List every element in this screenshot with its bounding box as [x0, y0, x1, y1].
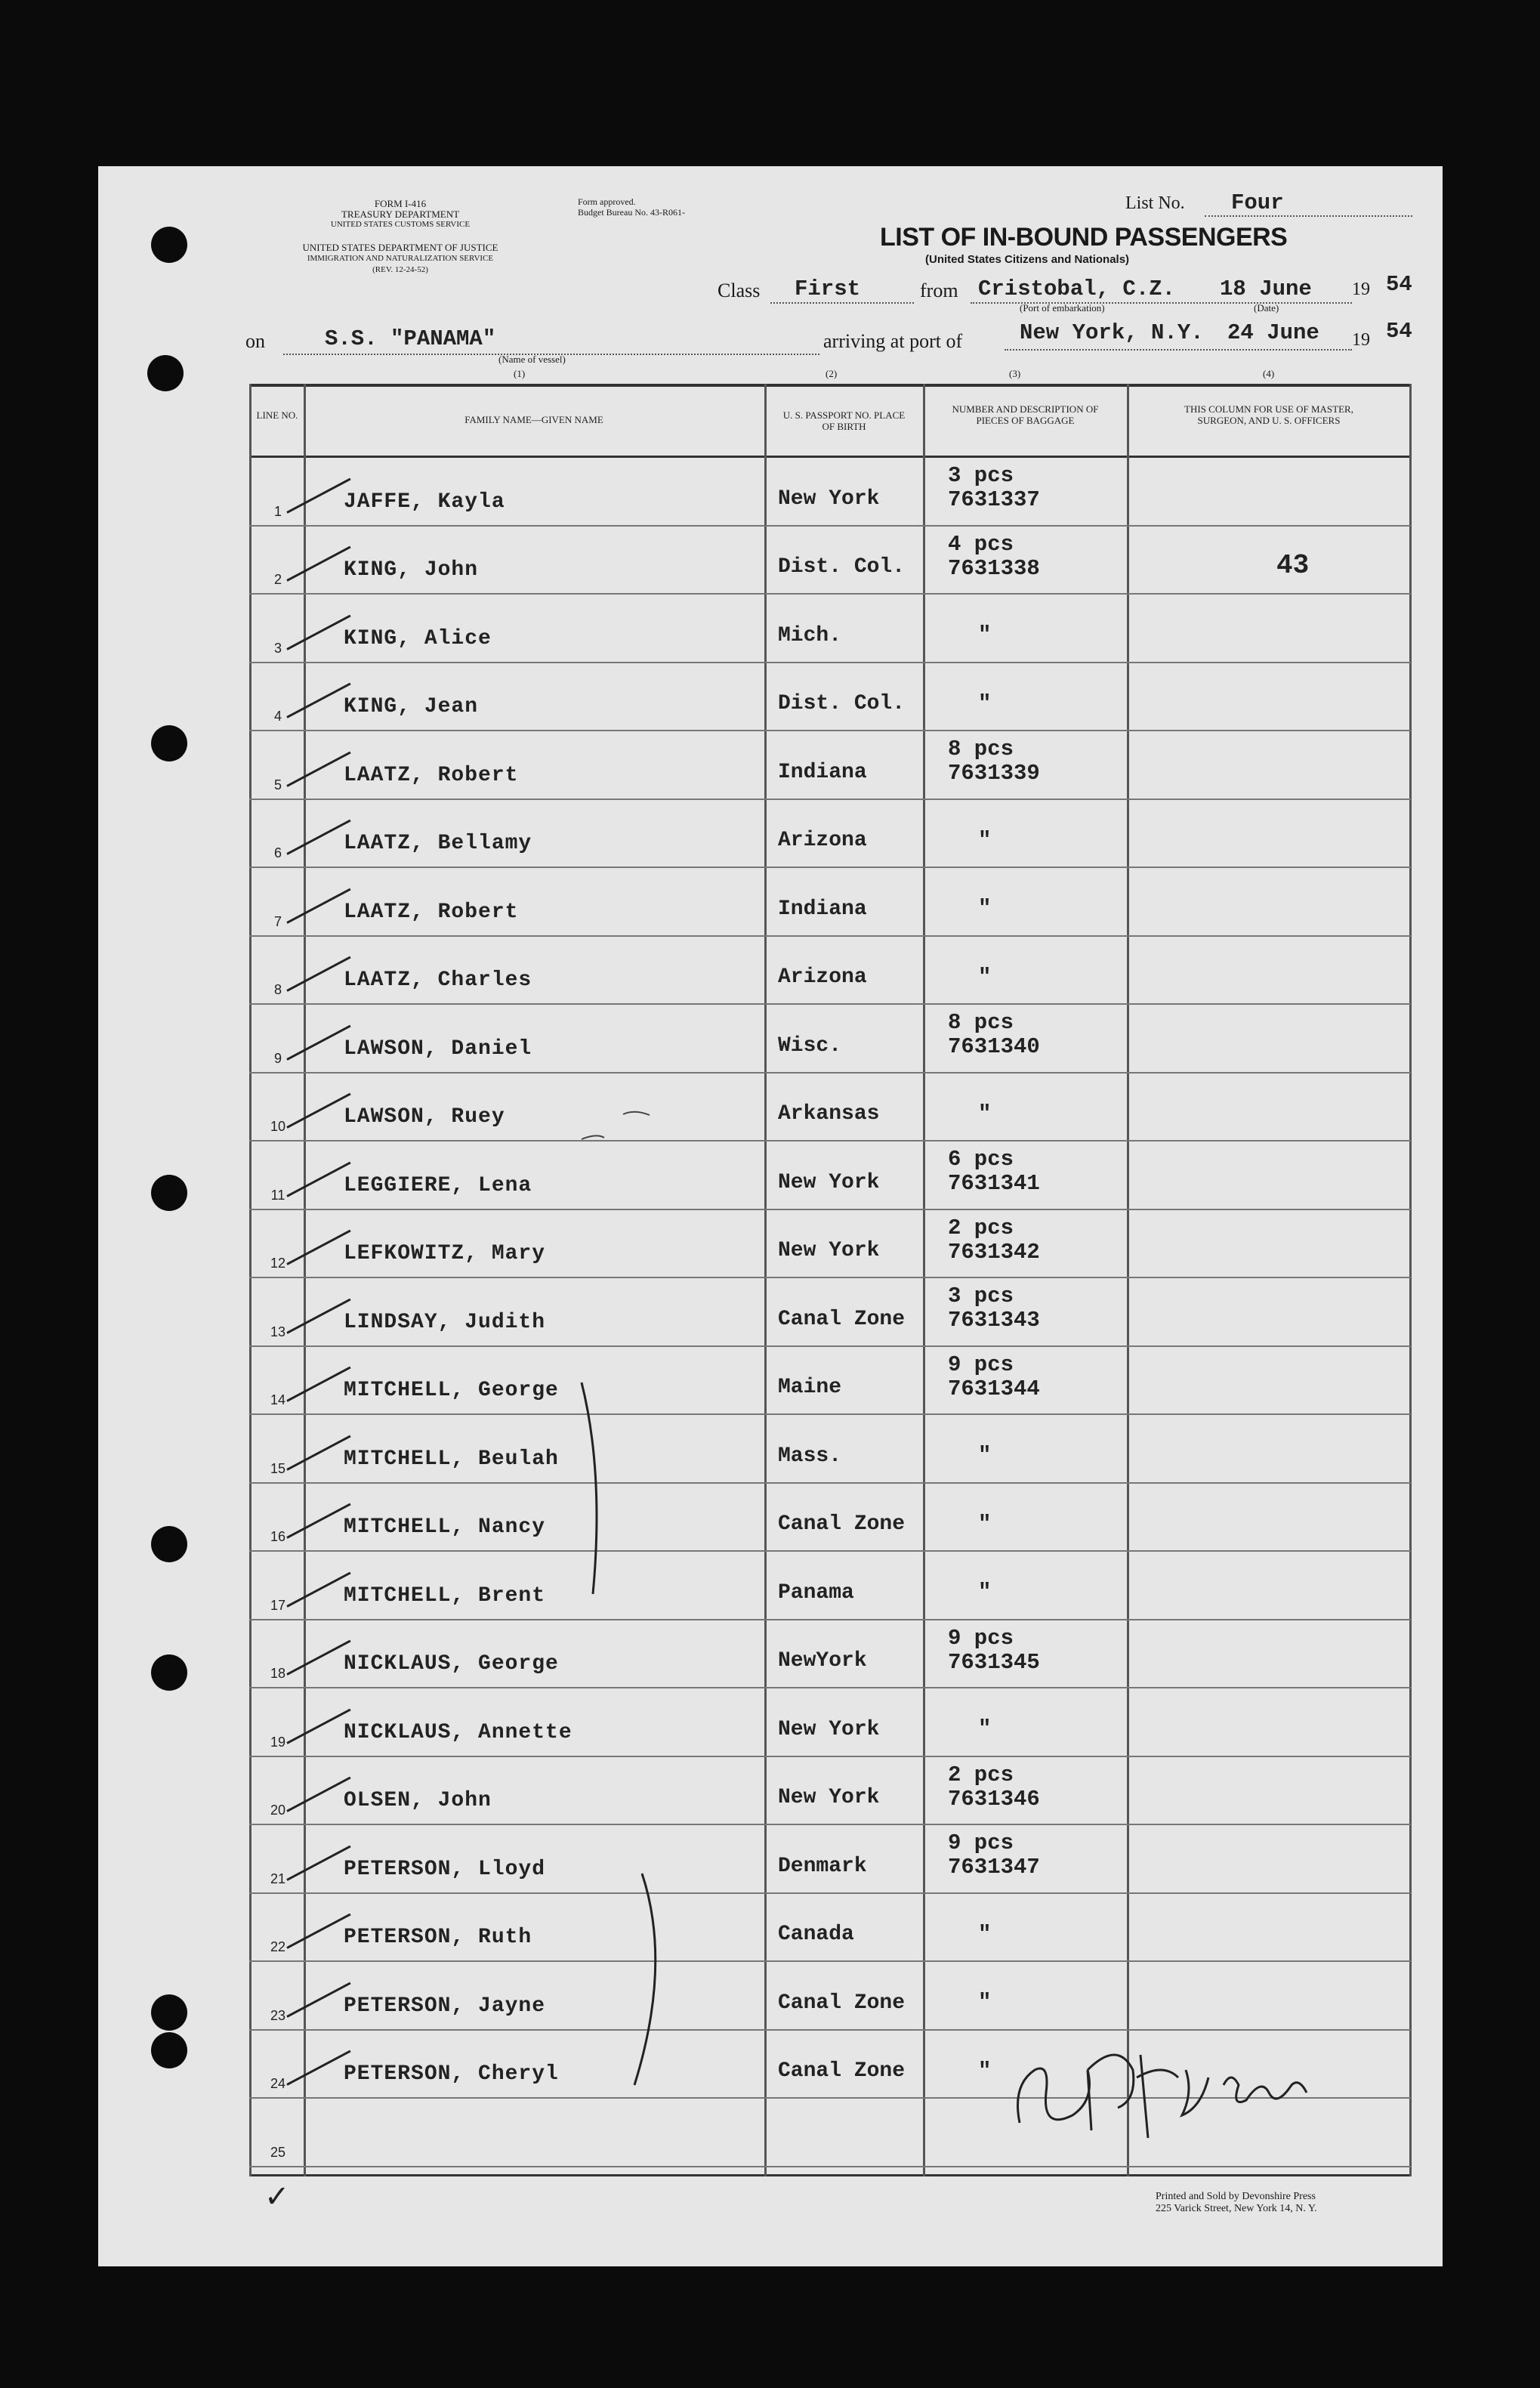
line-number: 4	[273, 709, 282, 724]
passenger-name: MITCHELL, Brent	[344, 1583, 546, 1608]
passenger-name: PETERSON, Ruth	[344, 1926, 532, 1949]
place-of-birth: Canal Zone	[778, 2059, 906, 2083]
baggage-count: "	[978, 964, 992, 990]
baggage-count: "	[978, 1990, 992, 2015]
col-name: FAMILY NAME—GIVEN NAME	[464, 414, 603, 425]
col-passport: U. S. PASSPORT NO. PLACE OF BIRTH	[782, 409, 906, 432]
line-number: 20	[270, 1803, 286, 1818]
printer-line-2: 225 Varick Street, New York 14, N. Y.	[1156, 2203, 1317, 2214]
port-caption: (Port of embarkation)	[1020, 302, 1105, 314]
class-value: First	[795, 276, 861, 301]
line-number: 16	[270, 1529, 286, 1544]
baggage-count: 2 pcs	[948, 1762, 1014, 1787]
place-of-birth: Arizona	[778, 829, 867, 852]
line-number: 21	[270, 1871, 286, 1886]
col-num-2: (2)	[826, 368, 838, 379]
place-of-birth: Dist. Col.	[778, 555, 906, 579]
line-number: 25	[270, 2144, 286, 2160]
col-num-4: (4)	[1263, 368, 1275, 379]
page-subtitle: (United States Citizens and Nationals)	[925, 253, 1130, 266]
line-number: 23	[270, 2007, 286, 2023]
passenger-name: LAATZ, Bellamy	[344, 832, 532, 855]
place-of-birth: NewYork	[778, 1649, 867, 1673]
passenger-name: LEFKOWITZ, Mary	[344, 1242, 546, 1265]
baggage-count: 2 pcs	[948, 1215, 1014, 1240]
col-line-no: LINE NO.	[256, 409, 298, 421]
revision-date: (REV. 12-24-52)	[372, 265, 428, 274]
baggage-tag-number: 7631344	[948, 1376, 1040, 1401]
baggage-count: "	[978, 2058, 992, 2084]
officer-note: 43	[1276, 550, 1310, 581]
line-number: 3	[273, 640, 282, 656]
arrival-year: 54	[1386, 319, 1412, 344]
line-number: 11	[270, 1187, 285, 1203]
passenger-name: LAWSON, Ruey	[344, 1105, 505, 1129]
passenger-name: KING, Alice	[344, 626, 492, 650]
passenger-name: KING, John	[344, 558, 479, 582]
baggage-tag-number: 7631342	[948, 1239, 1040, 1265]
line-number: 2	[273, 572, 282, 587]
on-label: on	[245, 330, 265, 352]
line-number: 5	[273, 777, 282, 792]
line-number: 19	[270, 1734, 286, 1750]
passenger-name: JAFFE, Kayla	[344, 490, 505, 514]
place-of-birth: Maine	[778, 1376, 842, 1399]
line-number: 7	[273, 913, 282, 929]
col-num-3: (3)	[1009, 368, 1021, 379]
place-of-birth: Indiana	[778, 760, 867, 784]
baggage-count: 9 pcs	[948, 1830, 1014, 1855]
passenger-name: KING, Jean	[344, 695, 479, 718]
from-label: from	[920, 280, 958, 301]
passenger-name: MITCHELL, George	[344, 1379, 559, 1402]
line-number: 22	[270, 1939, 286, 1954]
passenger-name: LAATZ, Charles	[344, 968, 532, 992]
class-label: Class	[718, 280, 761, 301]
officer-signature	[1005, 2025, 1322, 2161]
check-mark: ✓	[264, 2179, 290, 2214]
baggage-count: 6 pcs	[948, 1147, 1014, 1172]
passenger-name: LAATZ, Robert	[344, 900, 519, 924]
baggage-count: 3 pcs	[948, 463, 1014, 488]
place-of-birth: Canal Zone	[778, 1512, 906, 1536]
from-value: Cristobal, C.Z.	[978, 276, 1176, 301]
line-number: 10	[270, 1119, 286, 1134]
baggage-count: "	[978, 1716, 992, 1741]
baggage-tag-number: 7631346	[948, 1786, 1040, 1812]
baggage-count: "	[978, 1511, 992, 1537]
vessel-name: S.S. "PANAMA"	[325, 326, 496, 351]
baggage-count: "	[978, 1921, 992, 1947]
baggage-count: 8 pcs	[948, 737, 1014, 762]
passenger-name: MITCHELL, Beulah	[344, 1447, 559, 1471]
baggage-tag-number: 7631340	[948, 1034, 1040, 1059]
vessel-caption: (Name of vessel)	[498, 354, 566, 365]
baggage-count: 3 pcs	[948, 1284, 1014, 1308]
baggage-tag-number: 7631337	[948, 487, 1040, 512]
printer-line-1: Printed and Sold by Devonshire Press	[1156, 2191, 1316, 2202]
col-num-1: (1)	[514, 368, 526, 379]
line-number: 12	[270, 1256, 286, 1271]
baggage-count: "	[978, 1580, 992, 1605]
place-of-birth: Canal Zone	[778, 1991, 906, 2015]
baggage-count: "	[978, 690, 992, 716]
baggage-count: 9 pcs	[948, 1625, 1014, 1651]
arriving-label: arriving at port of	[823, 330, 963, 352]
customs-service: UNITED STATES CUSTOMS SERVICE	[330, 220, 471, 229]
place-of-birth: Canal Zone	[778, 1307, 906, 1331]
baggage-tag-number: 7631339	[948, 761, 1040, 786]
ins-service: IMMIGRATION AND NATURALIZATION SERVICE	[307, 254, 494, 263]
place-of-birth: Panama	[778, 1580, 854, 1605]
col-officers: THIS COLUMN FOR USE OF MASTER, SURGEON, AND U. S. OFFICERS	[1184, 403, 1353, 426]
baggage-count: 8 pcs	[948, 1010, 1014, 1035]
passenger-name: PETERSON, Cheryl	[344, 2062, 559, 2086]
depart-date: 18 June	[1220, 276, 1312, 301]
baggage-count: "	[978, 827, 992, 853]
baggage-count: "	[978, 622, 992, 647]
baggage-count: 4 pcs	[948, 531, 1014, 557]
place-of-birth: Mich.	[778, 623, 842, 647]
place-of-birth: New York	[778, 1170, 880, 1194]
baggage-tag-number: 7631345	[948, 1649, 1040, 1675]
place-of-birth: Canada	[778, 1923, 854, 1946]
baggage-count: 9 pcs	[948, 1352, 1014, 1377]
form-number: FORM I-416	[374, 198, 427, 209]
line-number: 8	[273, 982, 282, 997]
place-of-birth: Wisc.	[778, 1033, 842, 1058]
arrival-date: 24 June	[1227, 320, 1319, 345]
line-number: 15	[270, 1460, 286, 1476]
baggage-tag-number: 7631347	[948, 1855, 1040, 1880]
place-of-birth: Dist. Col.	[778, 692, 906, 715]
place-of-birth: New York	[778, 1717, 880, 1741]
line-number: 6	[273, 845, 282, 860]
passenger-name: NICKLAUS, Annette	[344, 1720, 572, 1744]
passenger-name: LEGGIERE, Lena	[344, 1173, 532, 1197]
list-no-label: List No.	[1125, 193, 1185, 213]
passenger-name: PETERSON, Jayne	[344, 1994, 546, 2018]
baggage-tag-number: 7631343	[948, 1308, 1040, 1333]
passenger-name: LAATZ, Robert	[344, 763, 519, 787]
place-of-birth: Denmark	[778, 1854, 867, 1878]
form-approved: Form approved.	[578, 196, 636, 207]
baggage-tag-number: 7631341	[948, 1171, 1040, 1196]
line-number: 24	[270, 2076, 286, 2091]
line-number: 13	[270, 1324, 286, 1339]
place-of-birth: New York	[778, 1239, 880, 1262]
list-no-value: Four	[1231, 190, 1284, 215]
year-prefix: 19	[1352, 280, 1370, 299]
depart-year: 54	[1386, 272, 1412, 297]
place-of-birth: New York	[778, 487, 880, 511]
arrival-year-prefix: 19	[1352, 330, 1370, 350]
line-number: 1	[273, 503, 282, 519]
place-of-birth: Arkansas	[778, 1102, 880, 1126]
date-caption: (Date)	[1254, 302, 1279, 314]
line-number: 18	[270, 1666, 286, 1681]
passenger-name: MITCHELL, Nancy	[344, 1515, 546, 1539]
baggage-count: "	[978, 1101, 992, 1126]
budget-bureau: Budget Bureau No. 43-R061-	[578, 207, 685, 218]
treasury-dept: TREASURY DEPARTMENT	[341, 209, 460, 220]
line-number: 14	[270, 1392, 286, 1407]
baggage-tag-number: 7631338	[948, 555, 1040, 581]
passenger-name: PETERSON, Lloyd	[344, 1857, 546, 1881]
justice-dept: UNITED STATES DEPARTMENT OF JUSTICE	[302, 242, 498, 253]
place-of-birth: Indiana	[778, 897, 867, 921]
col-baggage: NUMBER AND DESCRIPTION OF PIECES OF BAGGAGE	[952, 403, 1099, 426]
line-number: 9	[273, 1050, 282, 1066]
passenger-name: NICKLAUS, George	[344, 1652, 559, 1676]
place-of-birth: Arizona	[778, 965, 867, 989]
passenger-name: LAWSON, Daniel	[344, 1036, 532, 1061]
line-number: 17	[270, 1597, 286, 1613]
baggage-count: "	[978, 896, 992, 921]
passenger-name: OLSEN, John	[344, 1789, 492, 1812]
arrival-port: New York, N.Y.	[1020, 320, 1204, 345]
place-of-birth: New York	[778, 1786, 880, 1809]
passenger-name: LINDSAY, Judith	[344, 1310, 546, 1334]
baggage-count: "	[978, 1443, 992, 1468]
page-title: LIST OF IN-BOUND PASSENGERS	[880, 223, 1288, 252]
place-of-birth: Mass.	[778, 1444, 842, 1468]
